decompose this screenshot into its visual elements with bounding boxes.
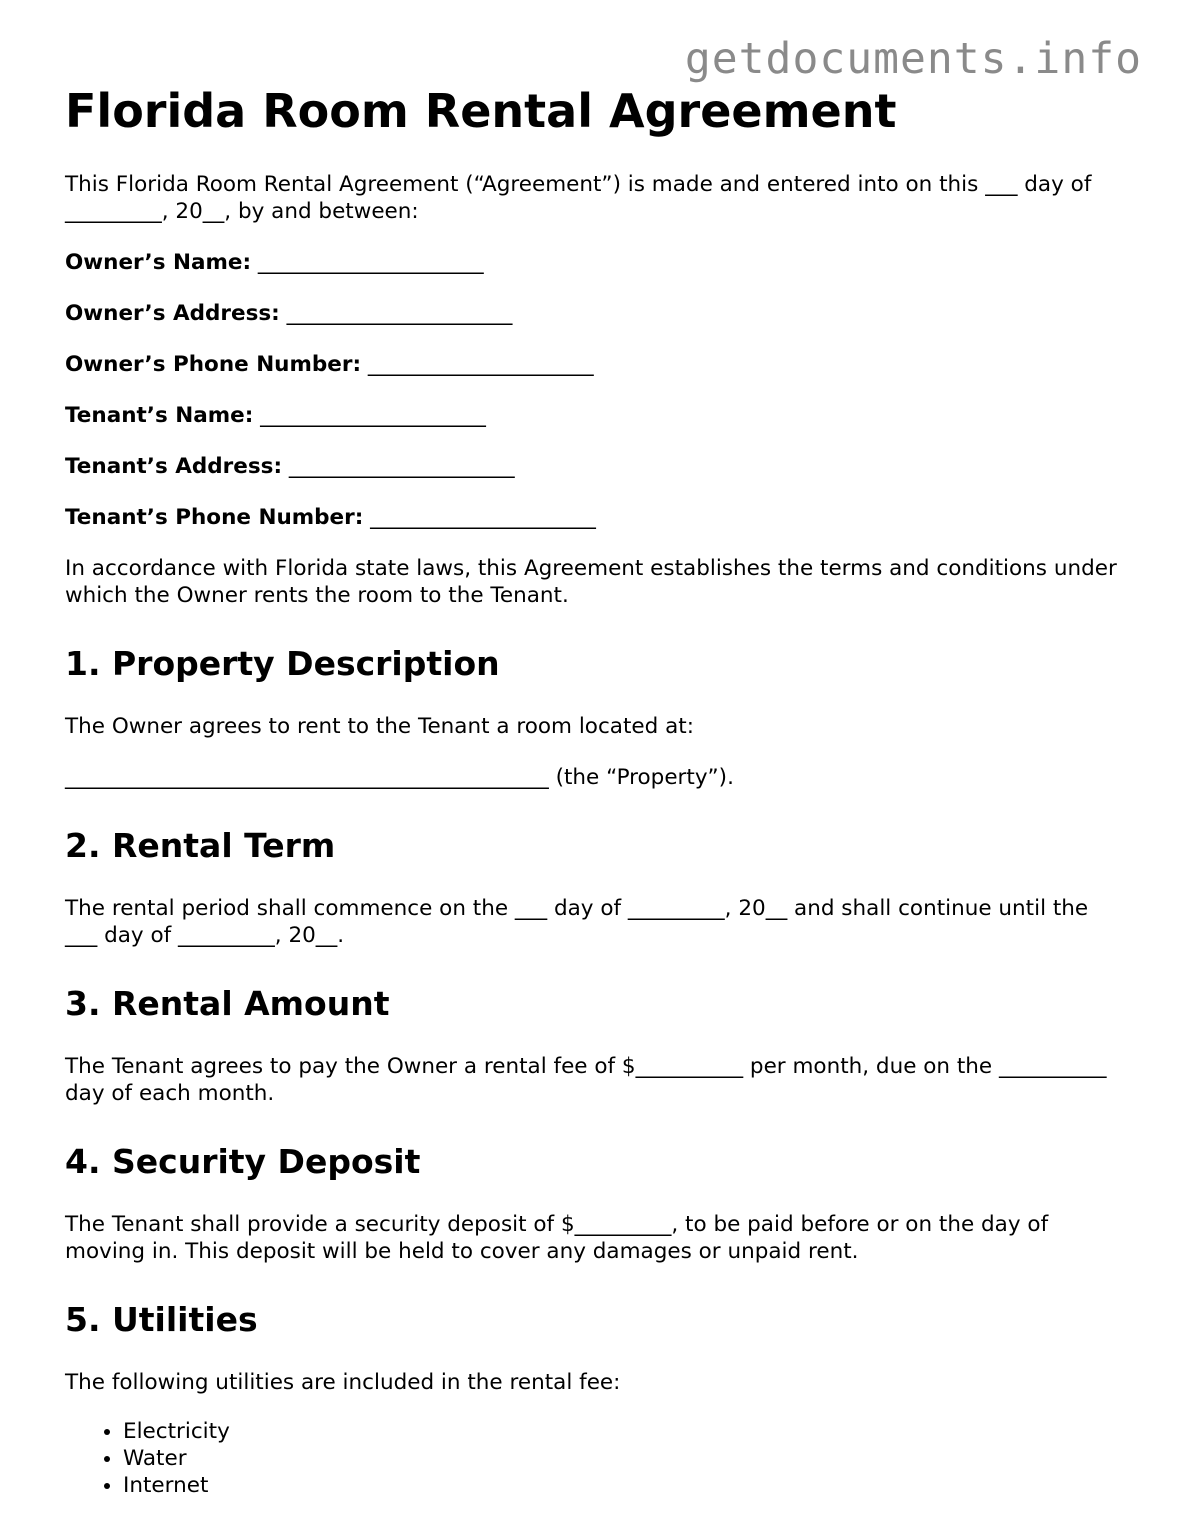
section-heading-property: 1. Property Description — [65, 644, 500, 683]
field-label: Owner’s Address: — [65, 301, 280, 326]
closing-paragraph: In accordance with Florida state laws, this Agreement establishes the terms and conditions under which the Owner rents the room to the Tenant. — [65, 556, 1117, 608]
field-label: Tenant’s Name: — [65, 403, 254, 428]
field-label: Owner’s Name: — [65, 250, 252, 275]
field-owner-address — [65, 300, 1125, 327]
field-blank: _____________________ — [260, 403, 486, 428]
field-blank: _____________________ — [286, 301, 513, 326]
document-title: Florida Room Rental Agreement — [65, 84, 897, 138]
section-heading-term: 2. Rental Term — [65, 826, 336, 865]
field-label: Tenant’s Phone Number: — [65, 505, 364, 530]
field-owner-name — [65, 249, 1125, 276]
field-blank: _____________________ — [257, 250, 484, 275]
field-blank: _____________________ — [288, 454, 515, 479]
section-heading-utilities: 5. Utilities — [65, 1300, 258, 1339]
section-body-deposit: The Tenant shall provide a security deposit of $_________, to be paid before or on the day of moving in. This deposit will be held to cover any damages or unpaid rent. — [65, 1212, 1049, 1264]
field-blank: _____________________ — [367, 352, 594, 377]
property-address-line: _____________________________________________ (the “Property”). — [65, 765, 734, 790]
field-blank: _____________________ — [370, 505, 596, 530]
field-label: Tenant’s Address: — [65, 454, 283, 479]
field-tenant-name — [65, 402, 1125, 429]
list-item: • Electricity — [123, 1418, 1125, 1445]
intro-paragraph: This Florida Room Rental Agreement (“Agreement”) is made and entered into on this ___ day of _________, 20__, by and between: — [65, 172, 1092, 224]
utilities-list — [65, 1418, 1125, 1499]
section-heading-deposit: 4. Security Deposit — [65, 1142, 421, 1181]
document-page — [65, 80, 1125, 1499]
section-heading-amount: 3. Rental Amount — [65, 984, 390, 1023]
section-body-property: The Owner agrees to rent to the Tenant a room located at: — [65, 714, 694, 739]
field-tenant-phone — [65, 504, 1125, 531]
section-body-amount: The Tenant agrees to pay the Owner a rental fee of $__________ per month, due on the __________ day of each month. — [65, 1054, 1107, 1106]
watermark: getdocuments.info — [684, 34, 1142, 84]
field-tenant-address — [65, 453, 1125, 480]
list-item: • Water — [123, 1445, 1125, 1472]
section-body-term: The rental period shall commence on the ___ day of _________, 20__ and shall continue until the ___ day of _________, 20__. — [65, 896, 1089, 948]
list-item: • Internet — [123, 1472, 1125, 1499]
section-body-utilities: The following utilities are included in the rental fee: — [65, 1370, 621, 1395]
field-label: Owner’s Phone Number: — [65, 352, 362, 377]
field-owner-phone — [65, 351, 1125, 378]
